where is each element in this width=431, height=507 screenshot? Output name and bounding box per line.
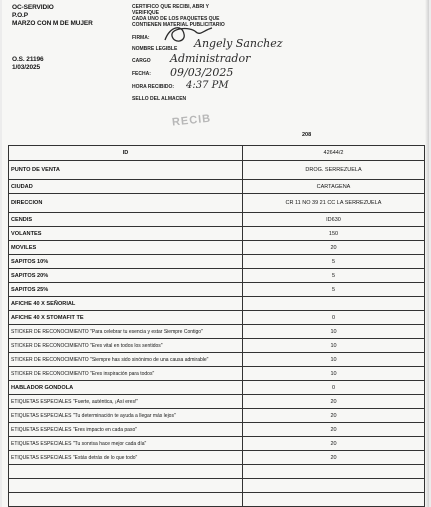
row-value: 5 — [243, 255, 425, 269]
stamp-fecha-label: FECHA: — [132, 71, 151, 77]
row-label: ETIQUETAS ESPECIALES "Tu determinación te ayuda a llegar más lejos" — [9, 409, 243, 423]
order-date: 1/03/2025 — [12, 64, 41, 71]
header-line: OC-SERVIDIO — [12, 4, 54, 11]
row-value: CR 11 NO 39 21 CC LA SERREZUELA — [243, 194, 425, 213]
row-label: ID — [9, 146, 243, 161]
row-label: ETIQUETAS ESPECIALES "Estás detrás de lo que todo" — [9, 451, 243, 465]
table-row — [9, 146, 425, 161]
row-value: 20 — [243, 409, 425, 423]
table-row — [9, 269, 425, 283]
row-value: ID630 — [243, 213, 425, 227]
row-label: AFICHE 40 X STOMAFIT TE — [9, 311, 243, 325]
table-row — [9, 367, 425, 381]
stamp-line: CONTIENEN MATERIAL PUBLICITARIO — [132, 22, 225, 28]
table-row — [9, 255, 425, 269]
page-edge — [425, 0, 429, 507]
row-value: 5 — [243, 269, 425, 283]
table-row — [9, 283, 425, 297]
row-value: 20 — [243, 241, 425, 255]
table-row — [9, 409, 425, 423]
table-row — [9, 180, 425, 194]
table-row — [9, 297, 425, 311]
stamp-line: CADA UNO DE LOS PAQUETES QUE — [132, 16, 220, 22]
table-row — [9, 213, 425, 227]
header-block — [12, 4, 93, 28]
handwritten-hora: 4:37 PM — [186, 80, 229, 91]
table-row — [9, 339, 425, 353]
table-row — [9, 227, 425, 241]
table-row — [9, 241, 425, 255]
row-value: 0 — [243, 381, 425, 395]
table-row — [9, 194, 425, 213]
row-label: ETIQUETAS ESPECIALES "Tu sonrisa hace mejor cada día" — [9, 437, 243, 451]
row-value: 5 — [243, 283, 425, 297]
row-label: STICKER DE RECONOCIMIENTO "Siempre has sido sinónimo de una causa admirable" — [9, 353, 243, 367]
table-row — [9, 325, 425, 339]
row-value: 10 — [243, 339, 425, 353]
table-row — [9, 353, 425, 367]
row-value: 20 — [243, 395, 425, 409]
table-row — [9, 479, 425, 493]
row-label: STICKER DE RECONOCIMIENTO "Eres vital en todos los sentidos" — [9, 339, 243, 353]
row-label: CIUDAD — [9, 180, 243, 194]
row-value: 10 — [243, 367, 425, 381]
row-label: SAPITOS 25% — [9, 283, 243, 297]
row-label: AFICHE 40 X SEÑORIAL — [9, 297, 243, 311]
row-label: SAPITOS 20% — [9, 269, 243, 283]
row-label — [9, 465, 243, 479]
row-label: CENDIS — [9, 213, 243, 227]
table-row — [9, 161, 425, 180]
table-row — [9, 465, 425, 479]
row-label: HABLADOR GONDOLA — [9, 381, 243, 395]
table-row — [9, 381, 425, 395]
stamp-line: CERTIFICO QUE RECIBI, ABRI Y — [132, 4, 209, 10]
row-label: STICKER DE RECONOCIMIENTO "Eres inspiración para todos" — [9, 367, 243, 381]
handwritten-cargo: Administrador — [170, 52, 251, 65]
row-value — [243, 297, 425, 311]
table-row — [9, 423, 425, 437]
row-value: 20 — [243, 451, 425, 465]
stamp-hora-label: HORA RECIBIDO: — [132, 84, 175, 90]
row-value — [243, 479, 425, 493]
faded-stamp-text: RECIB — [171, 112, 212, 129]
row-value: 42644/2 — [243, 146, 425, 161]
table-row — [9, 493, 425, 507]
table-row — [9, 311, 425, 325]
row-label: PUNTO DE VENTA — [9, 161, 243, 180]
delivery-table — [8, 145, 425, 507]
row-value: CARTAGENA — [243, 180, 425, 194]
row-label — [9, 493, 243, 507]
table-row — [9, 451, 425, 465]
row-label: DIRECCION — [9, 194, 243, 213]
row-value: 150 — [243, 227, 425, 241]
document-page — [2, 0, 429, 507]
row-label: STICKER DE RECONOCIMIENTO "Para celebrar tu esencia y estar Siempre Contigo" — [9, 325, 243, 339]
order-block — [12, 56, 44, 72]
row-label: SAPITOS 10% — [9, 255, 243, 269]
header-line: MARZO CON M DE MUJER — [12, 20, 93, 27]
handwritten-name: Angely Sanchez — [194, 37, 283, 50]
order-number: O.S. 21196 — [12, 56, 44, 63]
row-label — [9, 479, 243, 493]
row-value: 20 — [243, 423, 425, 437]
stamp-sello-label: SELLO DEL ALMACEN — [132, 96, 187, 102]
row-value: 0 — [243, 311, 425, 325]
document-number: 208 — [302, 132, 312, 138]
header-line: P.O.P — [12, 12, 29, 19]
stamp-cargo-label: CARGO — [132, 58, 151, 64]
row-label: ETIQUETAS ESPECIALES "Eres impacto en cada paso" — [9, 423, 243, 437]
row-label: VOLANTES — [9, 227, 243, 241]
table-row — [9, 437, 425, 451]
row-value — [243, 465, 425, 479]
row-label: ETIQUETAS ESPECIALES "Fuerte, auténtica, ¡Así eres!" — [9, 395, 243, 409]
table-row — [9, 395, 425, 409]
row-value: 10 — [243, 325, 425, 339]
row-value — [243, 493, 425, 507]
stamp-firma-label: FIRMA: — [132, 35, 150, 41]
row-value: 20 — [243, 437, 425, 451]
row-label: MOVILES — [9, 241, 243, 255]
stamp-nombre-label: NOMBRE LEGIBLE — [132, 46, 178, 52]
row-value: 10 — [243, 353, 425, 367]
row-value: DROG. SERREZUELA — [243, 161, 425, 180]
handwritten-fecha: 09/03/2025 — [170, 66, 234, 79]
stamp-line: VERIFIQUE — [132, 10, 159, 16]
